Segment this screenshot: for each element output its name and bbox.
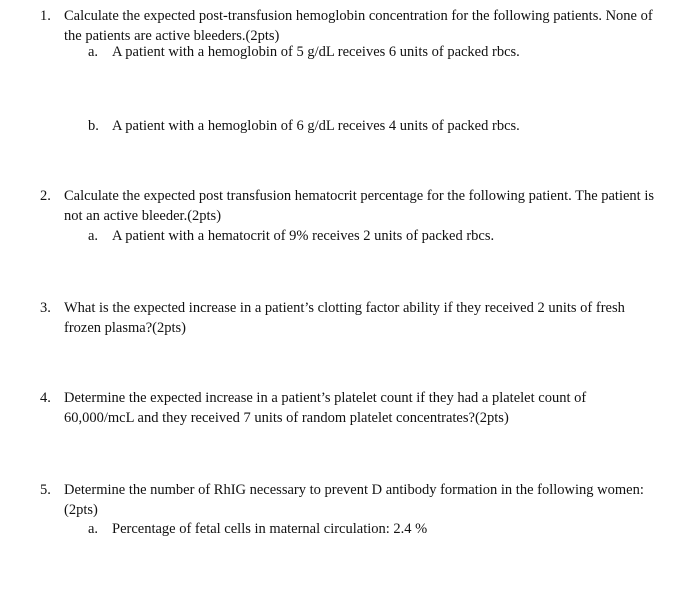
question-text: Determine the expected increase in a patient’s platelet count if they had a platelet count of 60,000/mcL and they received 7 units of random platelet concentrates?(2pts): [64, 390, 587, 426]
question-number: 4.: [40, 390, 51, 406]
question-3: [40, 298, 660, 338]
item-text: A patient with a hemoglobin of 5 g/dL receives 6 units of packed rbcs.: [112, 44, 520, 60]
question-4: [40, 388, 660, 428]
question-2: [40, 186, 660, 226]
item-letter: a.: [88, 228, 99, 244]
question-number: 3.: [40, 300, 51, 316]
question-text: Calculate the expected post-transfusion hemoglobin concentration for the following patients. None of the patients are active bleeders.(2pts): [64, 8, 653, 44]
question-2-item-a: [88, 226, 668, 246]
question-number: 2.: [40, 188, 51, 204]
item-letter: a.: [88, 44, 99, 60]
item-text: A patient with a hematocrit of 9% receives 2 units of packed rbcs.: [112, 228, 495, 244]
item-letter: a.: [88, 521, 99, 537]
item-letter: b.: [88, 118, 99, 134]
question-5: [40, 480, 660, 520]
question-text: Calculate the expected post transfusion hematocrit percentage for the following patient. The patient is not an active bleeder.(2pts): [64, 188, 655, 224]
item-text: A patient with a hemoglobin of 6 g/dL receives 4 units of packed rbcs.: [112, 118, 520, 134]
question-number: 1.: [40, 8, 51, 24]
question-1-item-a: [88, 42, 668, 62]
question-text: What is the expected increase in a patient’s clotting factor ability if they received 2 units of fresh frozen plasma?(2pts): [64, 300, 625, 336]
item-text: Percentage of fetal cells in maternal circulation: 2.4 %: [112, 521, 428, 537]
question-text: Determine the number of RhIG necessary to prevent D antibody formation in the following women:(2pts): [64, 482, 644, 518]
question-1-item-b: [88, 116, 668, 136]
question-number: 5.: [40, 482, 51, 498]
question-1: [40, 6, 660, 46]
question-5-item-a: [88, 519, 668, 539]
